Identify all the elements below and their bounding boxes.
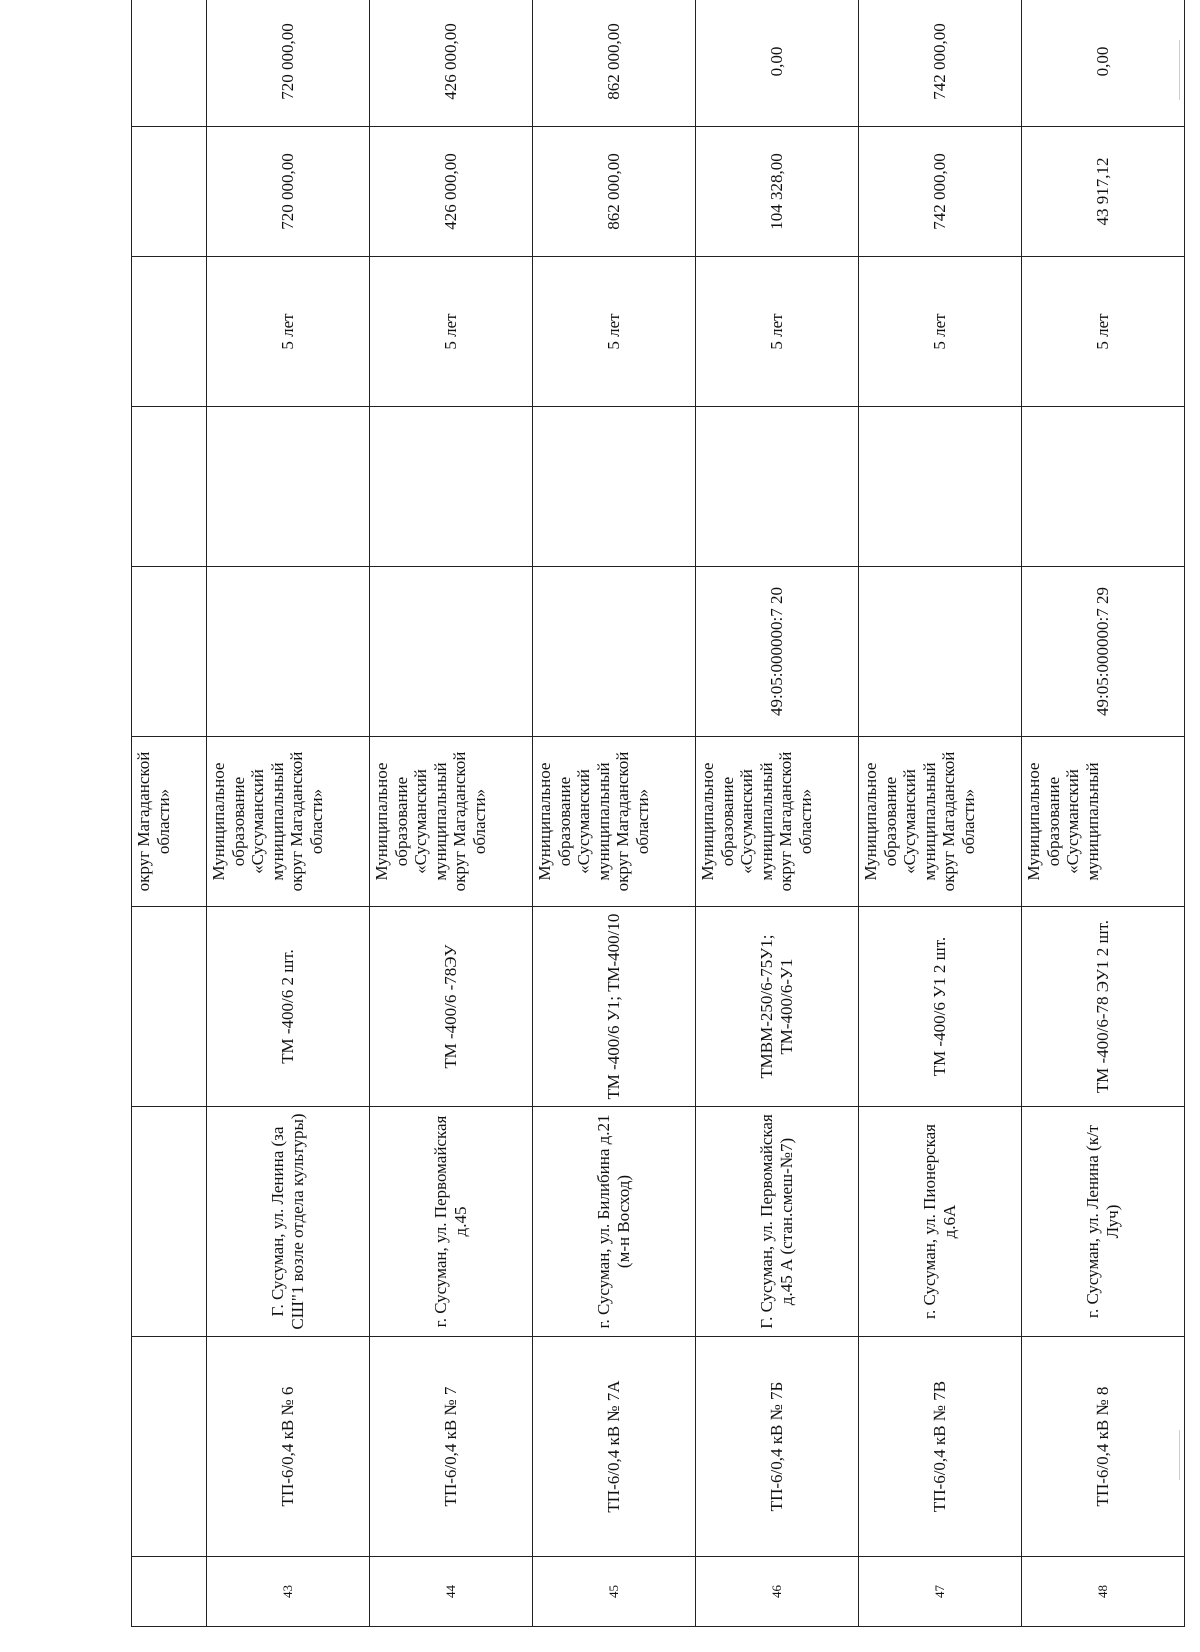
book-value-cell: 104 328,00: [696, 127, 859, 257]
owner-cell: Муниципальное образование «Сусуманский муниципальный округ Магаданской области»: [696, 737, 859, 907]
scan-artifact-line: [1179, 40, 1180, 100]
empty-cell: [132, 1337, 207, 1557]
residual-value-cell: 862 000,00: [533, 0, 696, 127]
owner-cell: Муниципальное образование «Сусуманский муниципальный округ Магаданской области»: [859, 737, 1022, 907]
scan-artifact-line: [1179, 1430, 1180, 1480]
equipment-cell: ТМ -400/6 У1; ТМ-400/10: [533, 907, 696, 1107]
equipment-cell: ТМВМ-250/6-75У1; ТМ-400/6-У1: [696, 907, 859, 1107]
extra-cell: [1022, 407, 1185, 567]
book-value-cell: 742 000,00: [859, 127, 1022, 257]
address-cell: г. Сусуман, ул. Ленина (к/т Луч): [1022, 1107, 1185, 1337]
extra-cell: [696, 407, 859, 567]
row-number-cell: 48: [1022, 1557, 1185, 1627]
empty-cell: [132, 1107, 207, 1337]
rotated-document-page: [131, 23, 1122, 1627]
address-cell: Г. Сусуман, ул. Первомайская д.45 А (стан.смеш-№7): [696, 1107, 859, 1337]
empty-cell: [132, 567, 207, 737]
empty-cell: [132, 127, 207, 257]
carry-over-row: [132, 0, 207, 1627]
table-row: [859, 0, 1022, 1627]
book-value-cell: 426 000,00: [370, 127, 533, 257]
residual-value-cell: 742 000,00: [859, 0, 1022, 127]
table-row: [696, 0, 859, 1627]
table-row: [1022, 0, 1185, 1627]
term-cell: 5 лет: [207, 257, 370, 407]
row-number-cell: 43: [207, 1557, 370, 1627]
extra-cell: [533, 407, 696, 567]
residual-value-cell: 0,00: [1022, 0, 1185, 127]
table-row: [370, 0, 533, 1627]
object-name-cell: ТП-6/0,4 кВ № 7Б: [696, 1337, 859, 1557]
object-name-cell: ТП-6/0,4 кВ № 6: [207, 1337, 370, 1557]
residual-value-cell: 426 000,00: [370, 0, 533, 127]
address-cell: Г. Сусуман, ул. Ленина (за СШ"1 возле отдела культуры): [207, 1107, 370, 1337]
term-cell: 5 лет: [533, 257, 696, 407]
book-value-cell: 43 917,12: [1022, 127, 1185, 257]
address-cell: г. Сусуман, ул. Первомайская д.45: [370, 1107, 533, 1337]
cadastral-number-cell: 49:05:000000:7 29: [1022, 567, 1185, 737]
row-number-cell: 44: [370, 1557, 533, 1627]
book-value-cell: 720 000,00: [207, 127, 370, 257]
property-register-table: [131, 0, 1185, 1627]
owner-cell: Муниципальное образование «Сусуманский муниципальный округ Магаданской области»: [207, 737, 370, 907]
owner-cell: Муниципальное образование «Сусуманский муниципальный округ Магаданской области»: [533, 737, 696, 907]
term-cell: 5 лет: [696, 257, 859, 407]
owner-cell: Муниципальное образование «Сусуманский муниципальный округ Магаданской области»: [370, 737, 533, 907]
residual-value-cell: 720 000,00: [207, 0, 370, 127]
equipment-cell: ТМ -400/6 У1 2 шт.: [859, 907, 1022, 1107]
cadastral-number-cell: [370, 567, 533, 737]
term-cell: 5 лет: [1022, 257, 1185, 407]
equipment-cell: ТМ -400/6 -78ЭУ: [370, 907, 533, 1107]
equipment-cell: ТМ -400/6-78 ЭУ1 2 шт.: [1022, 907, 1185, 1107]
cadastral-number-cell: [859, 567, 1022, 737]
row-number-cell: 46: [696, 1557, 859, 1627]
extra-cell: [207, 407, 370, 567]
table-row: [207, 0, 370, 1627]
object-name-cell: ТП-6/0,4 кВ № 7: [370, 1337, 533, 1557]
object-name-cell: ТП-6/0,4 кВ № 7А: [533, 1337, 696, 1557]
address-cell: г. Сусуман, ул. Билибина д.21 (м-н Восход): [533, 1107, 696, 1337]
owner-continuation-cell: округ Магаданской области»: [132, 737, 207, 907]
term-cell: 5 лет: [370, 257, 533, 407]
empty-cell: [132, 0, 207, 127]
empty-cell: [132, 1557, 207, 1627]
object-name-cell: ТП-6/0,4 кВ № 7В: [859, 1337, 1022, 1557]
table-row: [533, 0, 696, 1627]
row-number-cell: 47: [859, 1557, 1022, 1627]
equipment-cell: ТМ -400/6 2 шт.: [207, 907, 370, 1107]
extra-cell: [859, 407, 1022, 567]
residual-value-cell: 0,00: [696, 0, 859, 127]
empty-cell: [132, 907, 207, 1107]
owner-cell: Муниципальное образование «Сусуманский муниципальный: [1022, 737, 1185, 907]
book-value-cell: 862 000,00: [533, 127, 696, 257]
cadastral-number-cell: 49:05:000000:7 20: [696, 567, 859, 737]
cadastral-number-cell: [533, 567, 696, 737]
extra-cell: [370, 407, 533, 567]
row-number-cell: 45: [533, 1557, 696, 1627]
term-cell: 5 лет: [859, 257, 1022, 407]
empty-cell: [132, 407, 207, 567]
object-name-cell: ТП-6/0,4 кВ № 8: [1022, 1337, 1185, 1557]
empty-cell: [132, 257, 207, 407]
address-cell: г. Сусуман, ул. Пионерская д.6А: [859, 1107, 1022, 1337]
cadastral-number-cell: [207, 567, 370, 737]
